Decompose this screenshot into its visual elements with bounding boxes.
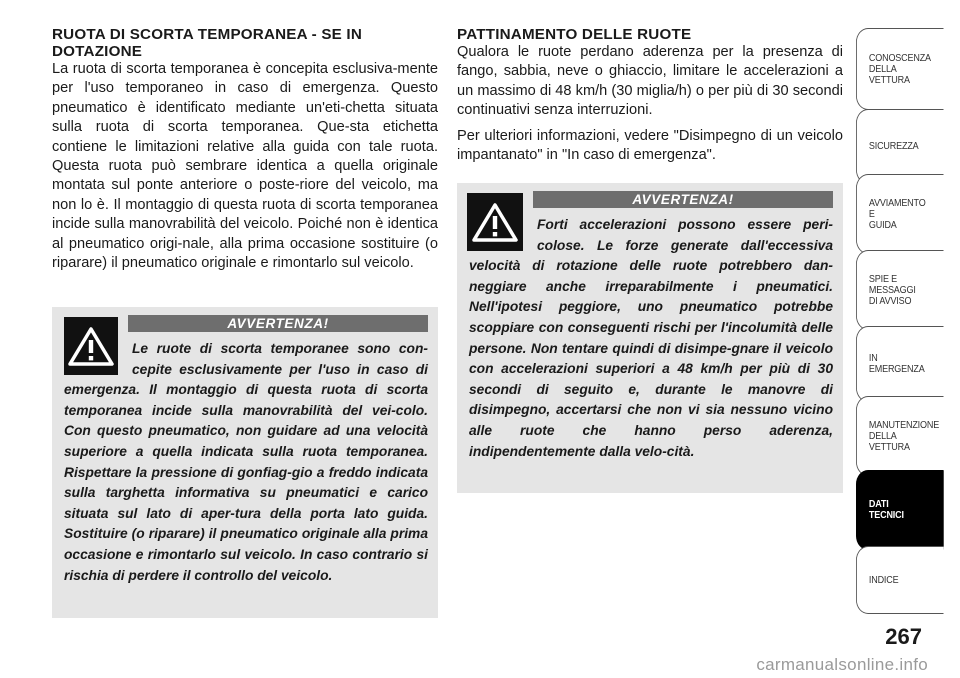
warning-triangle-icon: [64, 317, 118, 375]
spare-wheel-paragraph: La ruota di scorta temporanea è concepita esclusiva-mente per l'uso temporaneo in caso di emergenza. Questo pneumatico è identificato mediante un'eti-chetta situata sulla ruota di scorta temporanea. Que-sta etichetta contiene le limitazioni relative alla guida con tale ruota. Questa ruota può sembrare identica a quella originale montata sul ponte anteriore o poste-riore del veicolo, ma non lo è. Il montaggio di questa ruota di scorta temporanea incide sulla manovrabilità del veicolo. Poiché non è identica al pneumatico origi-nale, alla prima occasione sostituire (o riparare) il pneumatico originale e rimontarlo sul veicolo.: [52, 61, 438, 272]
wheel-spin-paragraph-1: Qualora le ruote perdano aderenza per la presenza di fango, sabbia, neve o ghiaccio, limitare le accelerazioni a un massimo di 48 km/h (30 miglia/h) o per più di 30 secondi continuativi senza interruzioni.: [457, 44, 843, 119]
watermark: carmanualsonline.info: [756, 655, 928, 674]
tab-conoscenza-della-vettura[interactable]: CONOSCENZA DELLA VETTURA: [856, 28, 944, 110]
wheel-spin-paragraph-2: Per ulteriori informazioni, vedere "Disimpegno di un veicolo impantanato" in "In caso di emergenza".: [457, 127, 843, 164]
section-title-wheel-spin: PATTINAMENTO DELLE RUOTE: [457, 26, 692, 43]
warning-box-spare-wheel: [52, 307, 438, 618]
warning-box-wheel-spin: [457, 183, 843, 493]
tab-indice[interactable]: INDICE: [856, 546, 944, 614]
chapter-tabs: [856, 0, 960, 678]
right-column: [457, 26, 843, 165]
tab-manutenzione[interactable]: MANUTENZIONE DELLA VETTURA: [856, 396, 944, 476]
page-number: 267: [885, 624, 922, 649]
section-title-spare-wheel: RUOTA DI SCORTA TEMPORANEA - SE IN DOTAZIONE: [52, 26, 362, 60]
warning-heading: AVVERTENZA!: [533, 191, 833, 208]
warning-heading: AVVERTENZA!: [128, 315, 428, 332]
tab-dati-tecnici[interactable]: DATI TECNICI: [856, 470, 944, 550]
tab-in-emergenza[interactable]: IN EMERGENZA: [856, 326, 944, 402]
tab-avviamento-e-guida[interactable]: AVVIAMENTO E GUIDA: [856, 174, 944, 254]
tab-spie-e-messaggi[interactable]: SPIE E MESSAGGI DI AVVISO: [856, 250, 944, 330]
left-column: [52, 26, 438, 273]
warning-text: Le ruote di scorta temporanee sono con-cepite esclusivamente per l'uso in caso di emergenza. Il montaggio di questa ruota di scorta temporanea incide sulla manovrabilità del vei-colo. Con questo pneumatico, non guidare ad una velocità superiore a quella indicata sulla ruota temporanea. Rispettare la pressione di gonfiag-gio a freddo indicata sulla targhetta informativa su pneumatici e carico situata sul lato di aper-tura della porta lato guida. Sostituire (o riparare) il pneumatico originale alla prima occasione e rimontarlo sul veicolo. In caso contrario si rischia di perdere il controllo del veicolo.: [64, 341, 428, 583]
warning-text: Forti accelerazioni possono essere peri-colose. Le forze generate dall'eccessiva velocità di rotazione delle ruote potrebbero dan-neggiare anche irreparabilmente i pneumatici. Nell'ipotesi peggiore, uno pneumatico potrebbe scoppiare con conseguenti rischi per l'incolumità delle persone. Non tentare quindi di disimpe-gnare il veicolo con accelerazioni superiori a 48 km/h per più di 30 secondi di seguito e, durante le manovre di disimpegno, accertarsi che non vi sia nessuno vicino alle ruote che hanno perso aderenza, indipendentemente dalla velo-cità.: [469, 217, 833, 459]
tab-sicurezza[interactable]: SICUREZZA: [856, 109, 944, 184]
warning-triangle-icon: [467, 193, 523, 251]
